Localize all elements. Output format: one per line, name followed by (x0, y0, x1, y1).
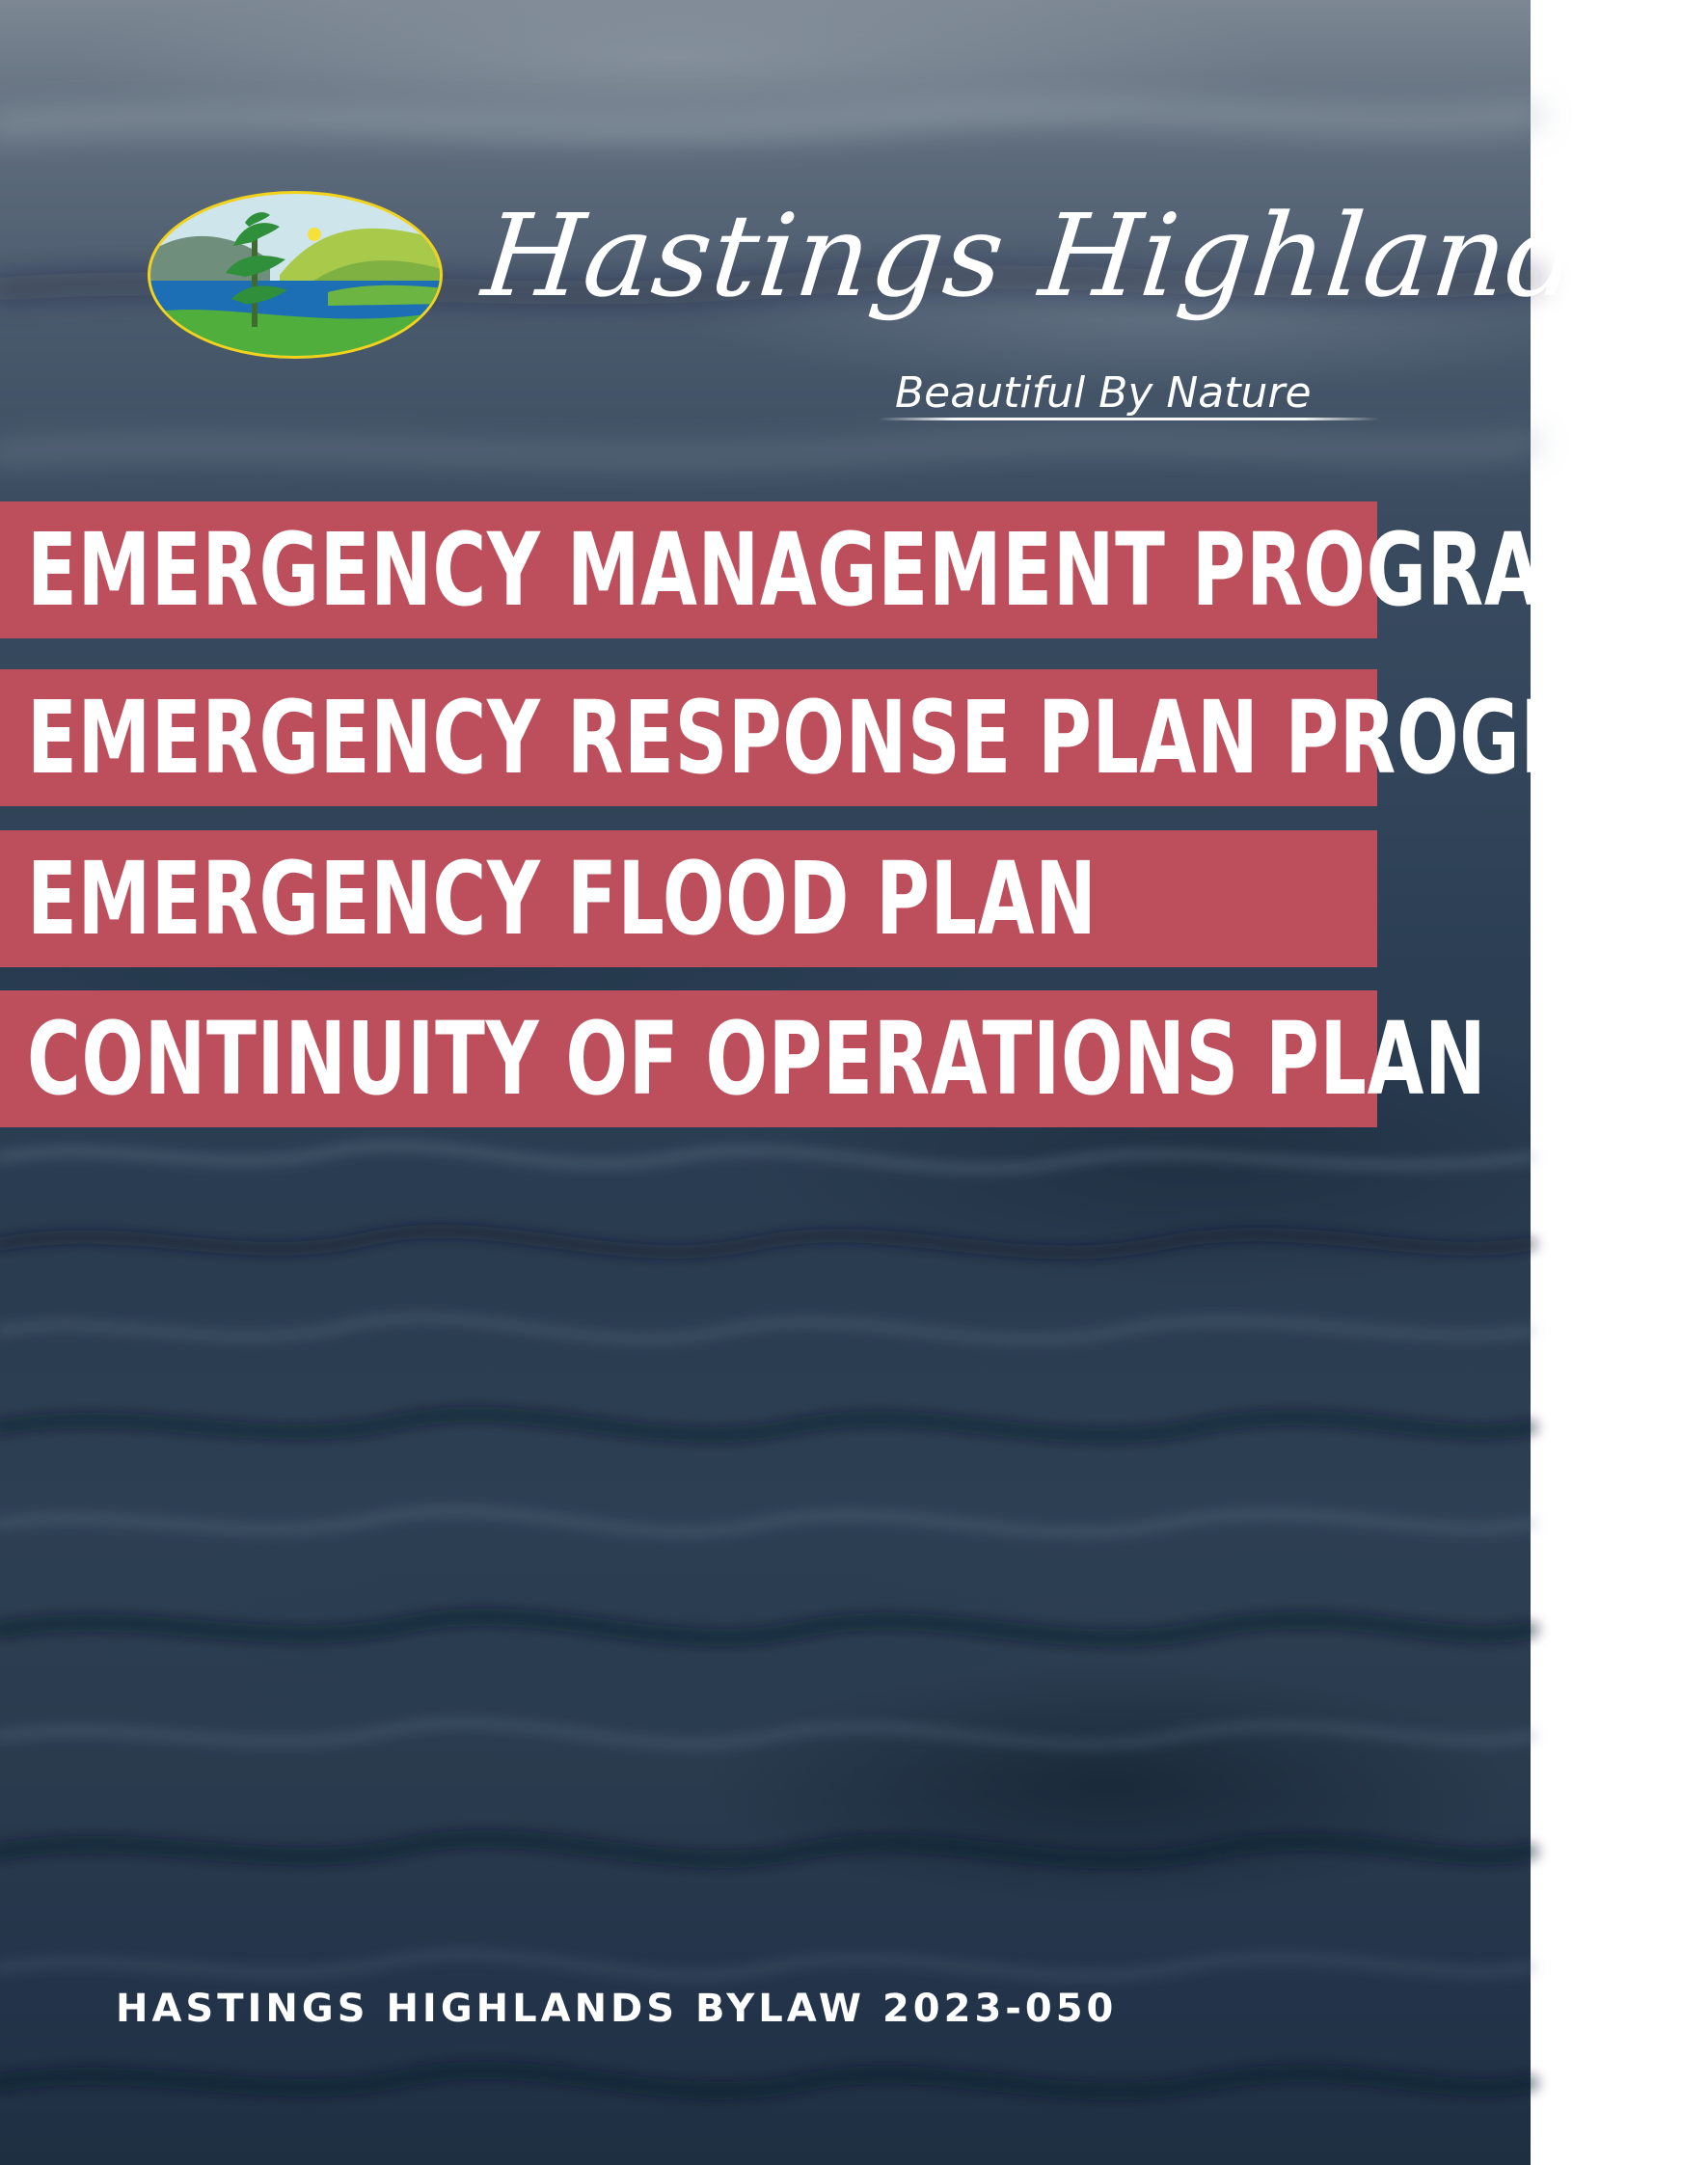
banner-continuity-of-operations-plan (0, 990, 1487, 1127)
banner-label: CONTINUITY OF OPERATIONS PLAN (27, 1000, 1487, 1118)
banner-label: EMERGENCY RESPONSE PLAN PROGRAM (27, 679, 1708, 797)
banner-emergency-management-program (0, 501, 1615, 638)
bylaw-footer: HASTINGS HIGHLANDS BYLAW 2023-050 (116, 1987, 1118, 2031)
banner-emergency-flood-plan (0, 830, 1377, 967)
brand-tagline: Beautiful By Nature (895, 368, 1312, 418)
banner-emergency-response-plan-program (0, 669, 1708, 806)
banner-label: EMERGENCY FLOOD PLAN (27, 840, 1098, 958)
banner-label: EMERGENCY MANAGEMENT PROGRAM (27, 511, 1615, 629)
tagline-underline (878, 418, 1379, 420)
brand-name: Hastings Highlands (476, 189, 1648, 322)
hastings-highlands-logo-icon (145, 188, 446, 362)
